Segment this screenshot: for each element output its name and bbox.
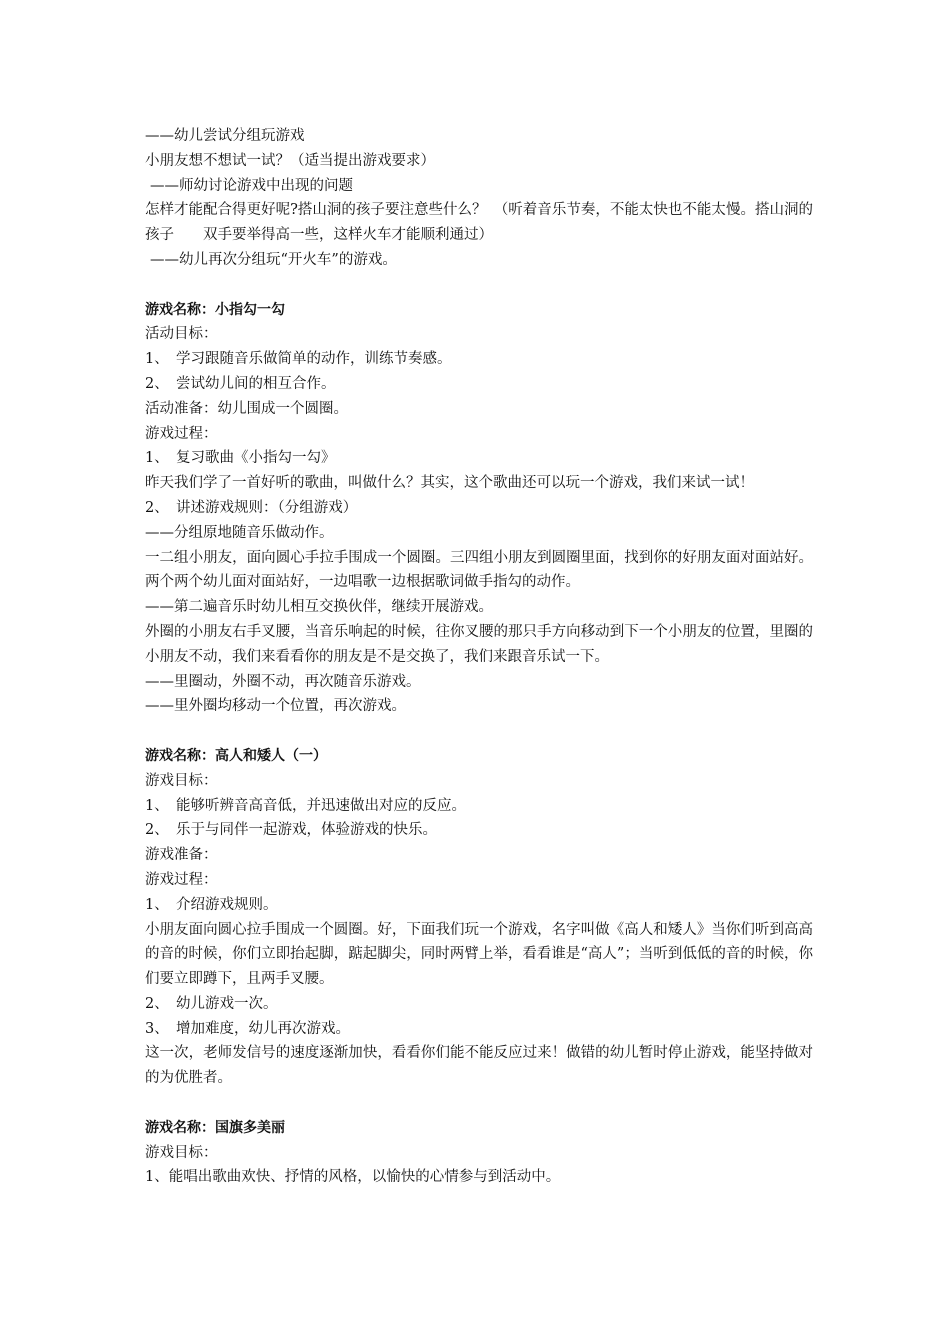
section-pinky-hook	[145, 298, 813, 720]
process-step: 3、 增加难度，幼儿再次游戏。	[145, 1020, 350, 1037]
document-page	[145, 124, 813, 1190]
section-title: 游戏名称：小指勾一勾	[145, 301, 285, 318]
goal-label: 游戏目标：	[145, 772, 218, 789]
section-title: 游戏名称：高人和矮人（一）	[145, 747, 327, 764]
goal-label: 游戏目标：	[145, 1144, 218, 1161]
preparation: 活动准备：幼儿围成一个圆圈。	[145, 400, 348, 417]
process-label: 游戏过程：	[145, 425, 218, 442]
paragraph: 外圈的小朋友右手叉腰，当音乐响起的时候，往你叉腰的那只手方向移动到下一个小朋友的位置，里圈的小朋友不动，我们来看看你的朋友是不是交换了，我们来跟音乐试一下。	[145, 623, 813, 665]
paragraph: 这一次，老师发信号的速度逐渐加快，看看你们能不能反应过来！做错的幼儿暂时停止游戏，能坚持做对的为优胜者。	[145, 1045, 813, 1087]
question-try: 小朋友想不想试一试？（适当提出游戏要求）	[145, 152, 435, 169]
spacer	[145, 719, 813, 744]
preparation: 游戏准备：	[145, 847, 218, 864]
paragraph: ——第二遍音乐时幼儿相互交换伙伴，继续开展游戏。	[145, 599, 493, 616]
process-step: 2、 讲述游戏规则：（分组游戏）	[145, 499, 358, 516]
step-try-group-play: ——幼儿尝试分组玩游戏	[145, 128, 305, 144]
section-title: 游戏名称：国旗多美丽	[145, 1119, 285, 1136]
spacer	[145, 273, 813, 298]
paragraph: 一二组小朋友，面向圆心手拉手围成一个圆圈。三四组小朋友到圆圈里面，找到你的好朋友面对面站好。两个两个幼儿面对面站好，一边唱歌一边根据歌词做手指勾的动作。	[145, 549, 813, 591]
paragraph: 小朋友面向圆心拉手围成一个圆圈。好，下面我们玩一个游戏，名字叫做《高人和矮人》当你们听到高高的音的时候，你们立即抬起脚，踮起脚尖，同时两臂上举，看看谁是“高人”；当听到低低的音的时候，你们要立即蹲下，且两手叉腰。	[145, 921, 813, 988]
section-tall-short	[145, 744, 813, 1091]
paragraph: ——里圈动，外圈不动，再次随音乐游戏。	[145, 673, 421, 690]
spacer	[145, 1091, 813, 1116]
process-step: 1、 复习歌曲《小指勾一勾》	[145, 450, 336, 467]
process-label: 游戏过程：	[145, 871, 218, 888]
section-national-flag	[145, 1116, 813, 1190]
section-train-game	[145, 124, 813, 273]
goal-item: 1、 学习跟随音乐做简单的动作，训练节奏感。	[145, 351, 452, 368]
paragraph: ——分组原地随音乐做动作。	[145, 524, 334, 541]
step-replay: ——幼儿再次分组玩“开火车”的游戏。	[150, 251, 397, 268]
process-step: 2、 幼儿游戏一次。	[145, 995, 278, 1012]
goal-item: 2、 乐于与同伴一起游戏，体验游戏的快乐。	[145, 822, 437, 839]
goal-item: 2、 尝试幼儿间的相互合作。	[145, 375, 336, 392]
paragraph: 昨天我们学了一首好听的歌曲，叫做什么？其实，这个歌曲还可以玩一个游戏，我们来试一试！	[145, 475, 754, 492]
goal-item: 1、能唱出歌曲欢快、抒情的风格，以愉快的心情参与到活动中。	[145, 1169, 561, 1186]
goal-item: 1、 能够听辨音高音低，并迅速做出对应的反应。	[145, 797, 466, 814]
paragraph: ——里外圈均移动一个位置，再次游戏。	[145, 698, 406, 715]
step-discussion: ——师幼讨论游戏中出现的问题	[150, 177, 353, 194]
goal-label: 活动目标：	[145, 326, 218, 343]
process-step: 1、 介绍游戏规则。	[145, 896, 278, 913]
discussion-paragraph: 怎样才能配合得更好呢?搭山洞的孩子要注意些什么？ （听着音乐节奏，不能太快也不能太慢。搭山洞的孩子 双手要举得高一些，这样火车才能顺利通过）	[145, 202, 813, 244]
